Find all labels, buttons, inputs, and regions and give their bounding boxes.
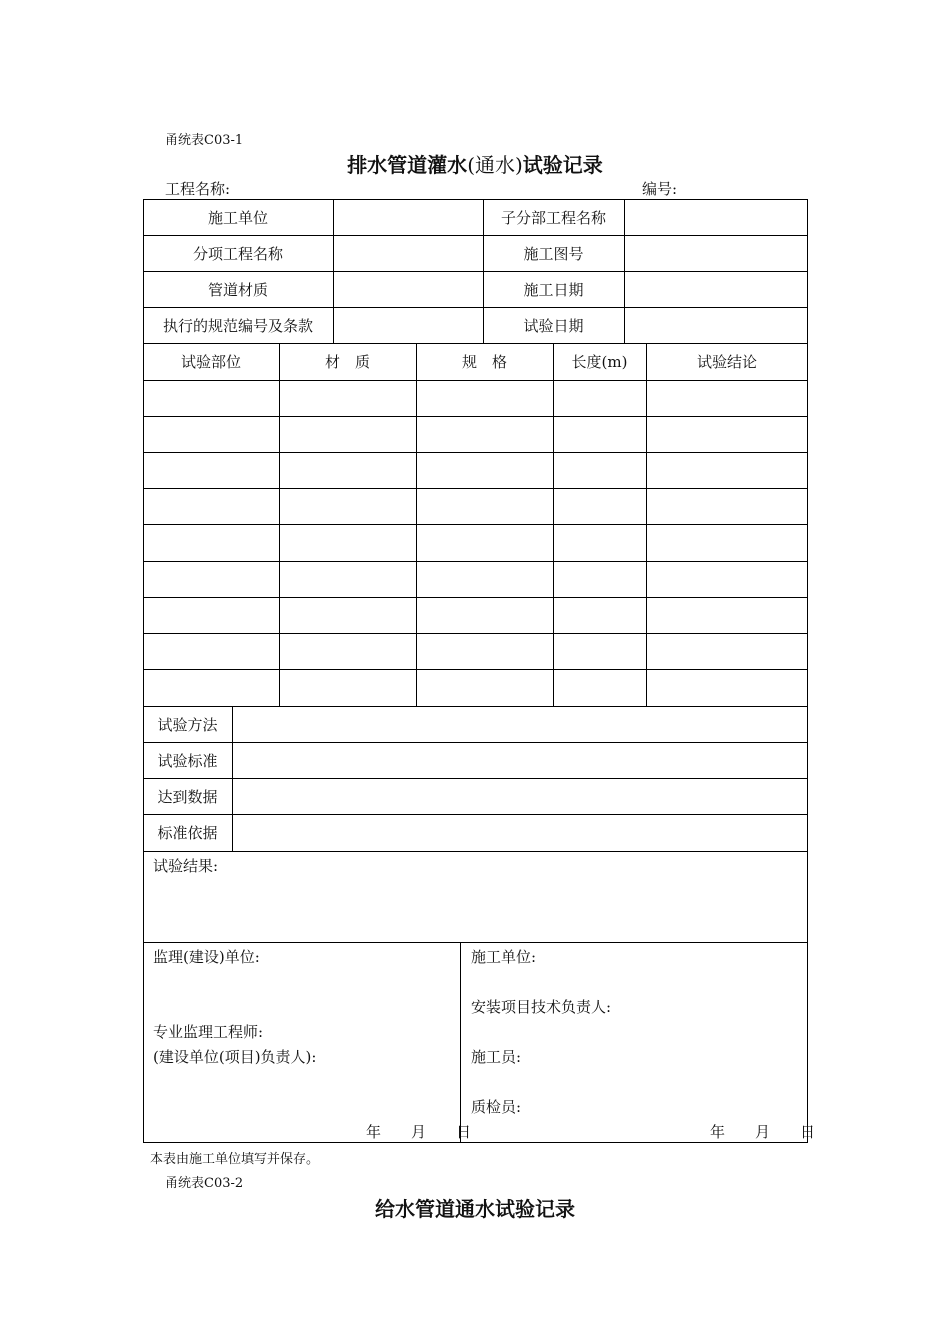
title-part-c: 试验记录 bbox=[522, 153, 603, 177]
label-drawing-number: 施工图号 bbox=[523, 244, 584, 263]
title-part-b: (通水) bbox=[467, 153, 523, 177]
label-test-standard: 试验标准 bbox=[157, 751, 218, 770]
label-construction-date: 施工日期 bbox=[523, 280, 584, 299]
column-header-conclusion: 试验结论 bbox=[696, 353, 757, 371]
label-construction-unit: 施工单位 bbox=[207, 208, 268, 227]
label-sub-project-name: 子分部工程名称 bbox=[500, 208, 606, 227]
row-line bbox=[143, 561, 808, 562]
label-standard-basis: 标准依据 bbox=[157, 824, 218, 842]
title-part-a: 排水管道灌水 bbox=[347, 153, 468, 177]
row-line bbox=[143, 380, 808, 381]
col-line bbox=[646, 343, 647, 706]
row-line bbox=[143, 452, 808, 453]
label-test-date: 试验日期 bbox=[523, 316, 584, 335]
project-name-label: 工程名称: bbox=[165, 180, 231, 198]
column-header-specification: 规 格 bbox=[461, 353, 507, 371]
row-line bbox=[143, 778, 808, 779]
form-number-2: 甬统表C03-2 bbox=[165, 1176, 244, 1191]
row-line bbox=[143, 942, 808, 943]
row-line bbox=[143, 742, 808, 743]
label-owner-representative: (建设单位(项目)负责人): bbox=[153, 1048, 317, 1066]
row-line bbox=[143, 524, 808, 525]
column-header-material: 材 质 bbox=[324, 353, 370, 371]
label-technical-lead: 安装项目技术负责人: bbox=[471, 998, 612, 1016]
col-line bbox=[416, 343, 417, 706]
label-contractor-unit: 施工单位: bbox=[471, 948, 537, 966]
col-line bbox=[460, 942, 461, 1143]
serial-number-label: 编号: bbox=[642, 180, 678, 198]
page-title-2: 给水管道通水试验记录 bbox=[375, 1197, 575, 1221]
row-line bbox=[143, 416, 808, 417]
label-achieved-data: 达到数据 bbox=[157, 787, 218, 806]
form-number: 甬统表C03-1 bbox=[165, 133, 244, 148]
supervisor-date: 年 月 日 bbox=[366, 1123, 472, 1141]
col-line bbox=[232, 706, 233, 851]
label-test-result: 试验结果: bbox=[153, 857, 219, 875]
label-test-method: 试验方法 bbox=[157, 715, 218, 734]
label-pipe-material: 管道材质 bbox=[207, 280, 268, 299]
page-title bbox=[0, 149, 950, 178]
column-header-length: 长度(m) bbox=[571, 353, 628, 371]
row-line bbox=[143, 669, 808, 670]
label-supervising-engineer: 专业监理工程师: bbox=[153, 1023, 264, 1041]
row-line bbox=[143, 814, 808, 815]
label-construction-worker: 施工员: bbox=[471, 1048, 522, 1066]
column-header-test-location: 试验部位 bbox=[180, 353, 241, 371]
label-supervision-unit: 监理(建设)单位: bbox=[153, 948, 260, 966]
label-item-project-name: 分项工程名称 bbox=[192, 244, 283, 263]
col-line bbox=[333, 199, 334, 343]
footnote: 本表由施工单位填写并保存。 bbox=[150, 1152, 320, 1167]
row-line bbox=[143, 851, 808, 852]
label-quality-inspector: 质检员: bbox=[471, 1098, 522, 1116]
col-line bbox=[624, 199, 625, 343]
row-line bbox=[143, 488, 808, 489]
label-standard-code: 执行的规范编号及条款 bbox=[162, 316, 313, 335]
row-line bbox=[143, 706, 808, 707]
row-line bbox=[143, 597, 808, 598]
col-line bbox=[279, 343, 280, 706]
col-line bbox=[553, 343, 554, 706]
row-line bbox=[143, 633, 808, 634]
contractor-date: 年 月 日 bbox=[710, 1123, 816, 1141]
